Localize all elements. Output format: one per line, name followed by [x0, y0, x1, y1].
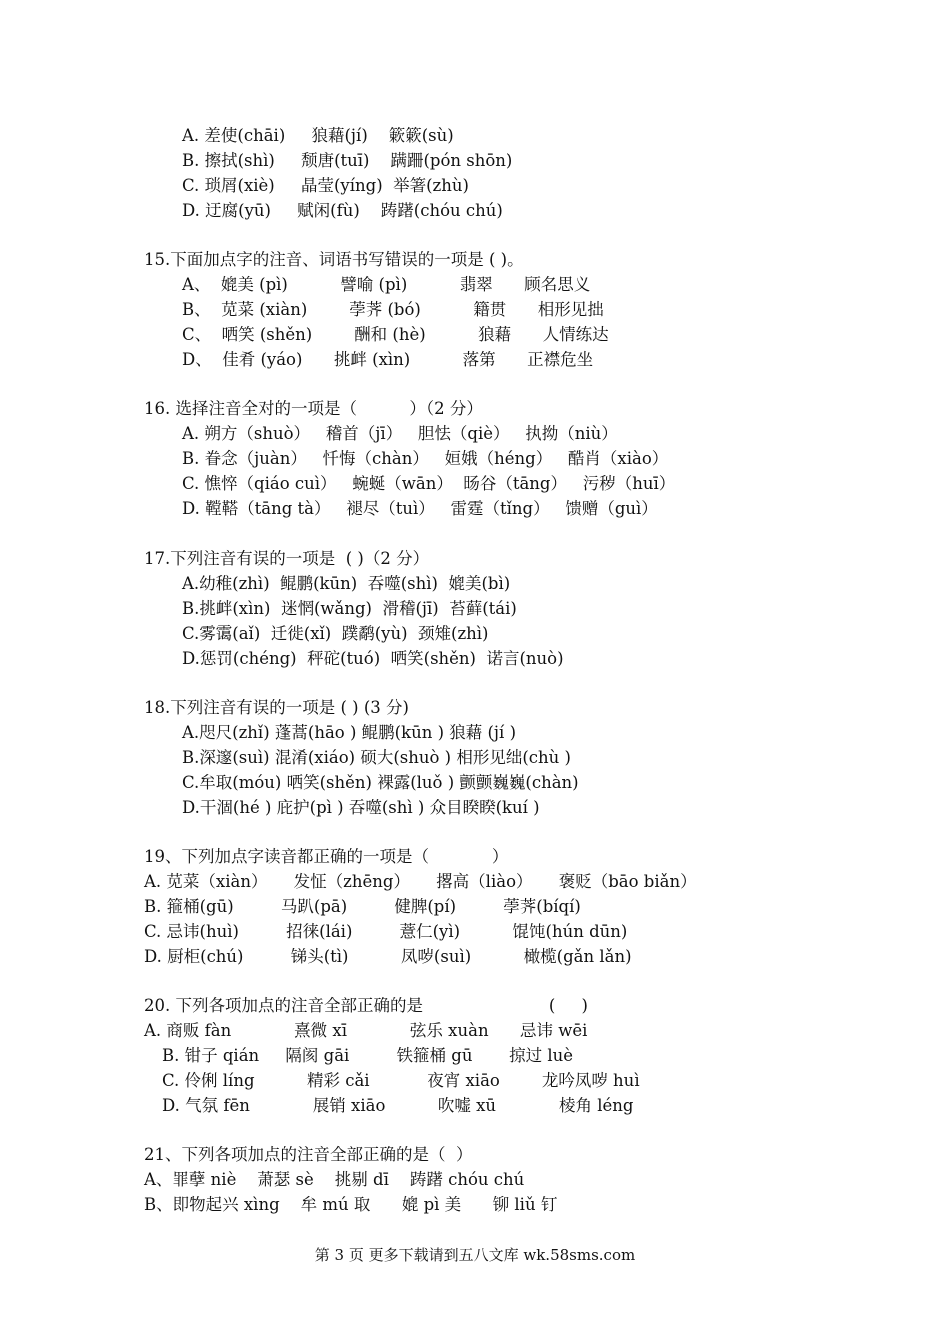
text-line: A.幼稚(zhì) 鲲鹏(kūn) 吞噬(shì) 媲美(bì) [182, 574, 511, 593]
text-line: A、罪孽 niè 萧瑟 sè 挑剔 dī 踌躇 chóu chú [144, 1170, 525, 1189]
text-line: B. 眷念（juàn） 忏悔（chàn） 姮娥（héng） 酷肖（xiào） [182, 449, 669, 468]
text-line: B.挑衅(xìn) 迷惘(wǎng) 滑稽(jī) 苔藓(tái) [182, 599, 517, 618]
text-line: C. 忌讳(huì) 招徕(lái) 薏仁(yì) 馄饨(hún dūn) [144, 922, 628, 941]
text-line: 20. 下列各项加点的注音全部正确的是 ( ) [144, 996, 588, 1015]
text-line: A. 商贩 fàn 熹微 xī 弦乐 xuàn 忌讳 wēi [144, 1021, 588, 1040]
text-line: B、即物起兴 xìng 牟 mú 取 媲 pì 美 铆 liǔ 钉 [144, 1195, 558, 1214]
text-line: C. 伶俐 líng 精彩 cǎi 夜宵 xiāo 龙吟凤哕 huì [162, 1071, 640, 1090]
text-line: D、 佳肴 (yáo) 挑衅 (xìn) 落第 正襟危坐 [182, 350, 594, 369]
text-line: D. 气氛 fēn 展销 xiāo 吹嘘 xū 棱角 léng [162, 1096, 634, 1115]
text-line: A.咫尺(zhǐ) 蓬蒿(hāo ) 鲲鹏(kūn ) 狼藉 (jí ) [182, 723, 517, 742]
text-line: C. 琐屑(xiè) 晶莹(yíng) 举箸(zhù) [182, 176, 469, 195]
text-line: B.深邃(suì) 混淆(xiáo) 硕大(shuò ) 相形见绌(chù ) [182, 748, 571, 767]
text-line: D.干涸(hé ) 庇护(pì ) 吞噬(shì ) 众目睽睽(kuí ) [182, 798, 540, 817]
text-line: B. 擦拭(shì) 颓唐(tuī) 蹒跚(pón shōn) [182, 151, 513, 170]
text-line: C.雾霭(aǐ) 迁徙(xǐ) 蹼鹬(yù) 颈雉(zhì) [182, 624, 489, 643]
text-line: B. 箍桶(gū) 马趴(pā) 健脾(pí) 荸荠(bíqí) [144, 897, 581, 916]
text-line: B、 苋菜 (xiàn) 荸荠 (bó) 籍贯 相形见拙 [182, 300, 604, 319]
text-line: D. 厨柜(chú) 锑头(tì) 凤哕(suì) 橄榄(gǎn lǎn) [144, 947, 632, 966]
text-line: D.惩罚(chéng) 秤砣(tuó) 哂笑(shěn) 诺言(nuò) [182, 649, 564, 668]
text-line: 21、下列各项加点的注音全部正确的是（ ） [144, 1145, 473, 1164]
text-line: A. 苋菜（xiàn） 发怔（zhēng） 撂高（liào） 褒贬（bāo biǎn） [144, 872, 697, 891]
text-line: D. 鞺鞳（tāng tà） 褪尽（tuì） 雷霆（tǐng） 馈赠（guì） [182, 499, 658, 518]
text-line: D. 迂腐(yū) 赋闲(fù) 踌躇(chóu chú) [182, 201, 503, 220]
text-line: C. 憔悴（qiáo cuì） 蜿蜒（wān） 旸谷（tāng） 污秽（huī） [182, 474, 676, 493]
text-line: 15.下面加点字的注音、词语书写错误的一项是 ( )。 [144, 250, 524, 269]
text-line: C.牟取(móu) 哂笑(shěn) 裸露(luǒ ) 颤颤巍巍(chàn) [182, 773, 579, 792]
text-line: A. 差使(chāi) 狼藉(jí) 簌簌(sù) [182, 126, 454, 145]
page-footer: 第 3 页 更多下载请到五八文库 wk.58sms.com [314, 1246, 636, 1264]
text-line: A、 媲美 (pì) 譬喻 (pì) 翡翠 顾名思义 [182, 275, 591, 294]
text-line: 19、下列加点字读音都正确的一项是（ ） [144, 847, 509, 866]
text-line: 17.下列注音有误的一项是 ( )（2 分） [144, 549, 430, 568]
text-line: 16. 选择注音全对的一项是（ ）（2 分） [144, 399, 483, 418]
text-line: C、 哂笑 (shěn) 酬和 (hè) 狼藉 人情练达 [182, 325, 609, 344]
text-line: B. 钳子 qián 隔阂 gāi 铁箍桶 gū 掠过 luè [162, 1046, 574, 1065]
text-line: 18.下列注音有误的一项是 ( ) (3 分) [144, 698, 409, 717]
text-line: A. 朔方（shuò） 稽首（jī） 胆怯（qiè） 执拗（niù） [182, 424, 618, 443]
